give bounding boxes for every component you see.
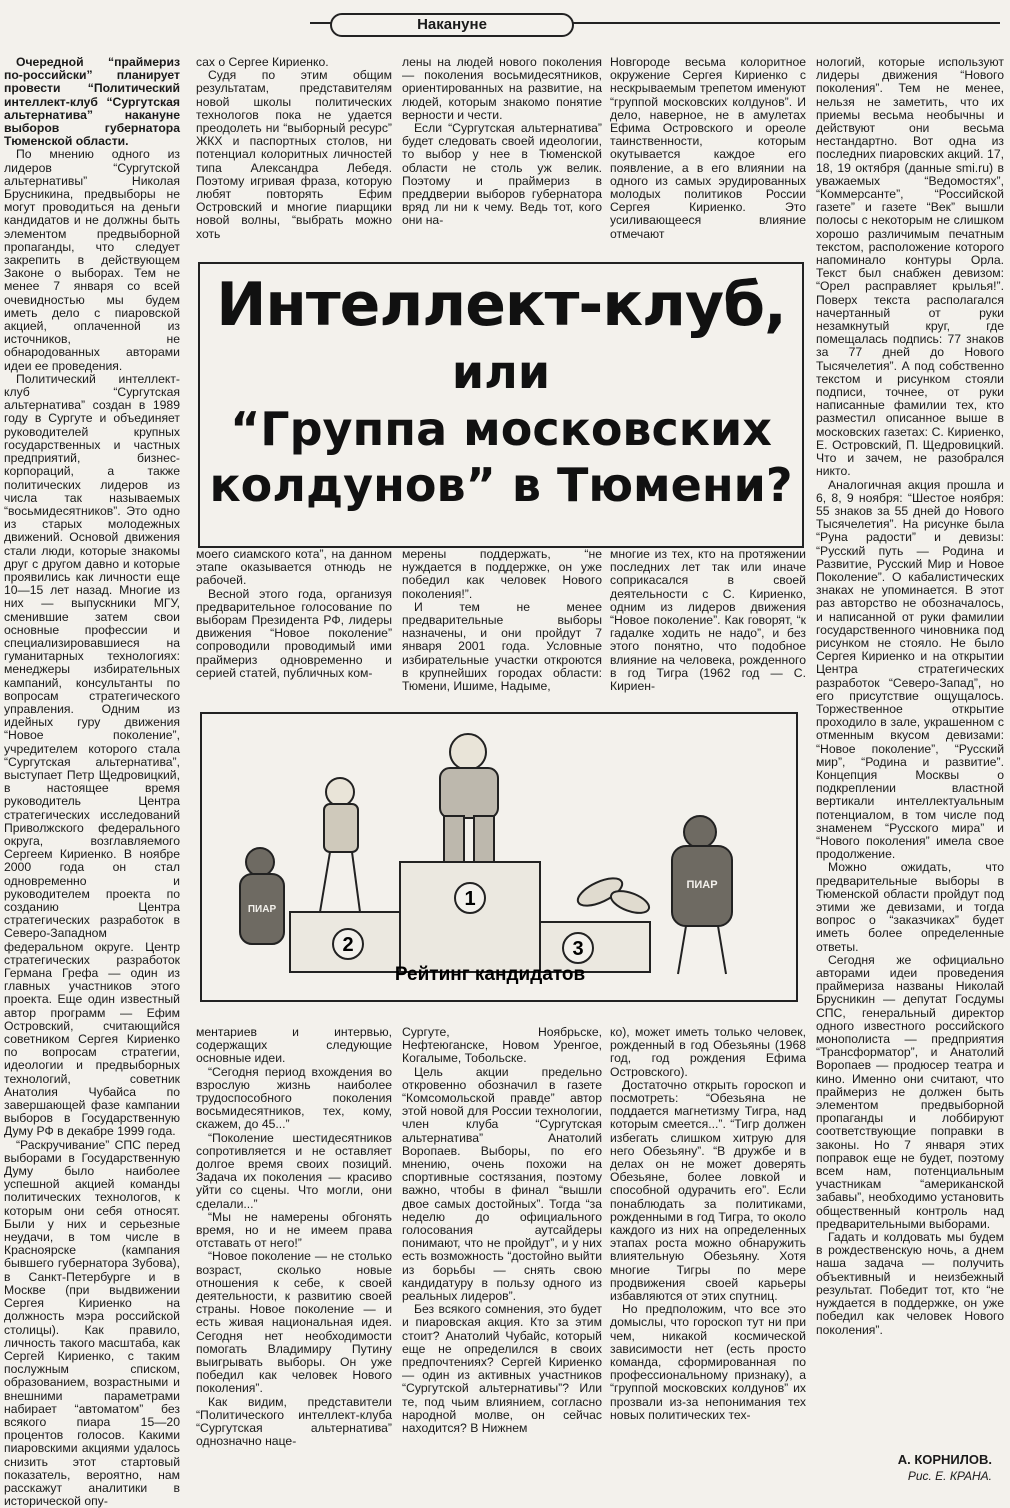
article-column-3-top — [402, 56, 602, 258]
paragraph: Достаточно открыть гороскоп и посмотреть: “Обезьяна не поддается магнетизму Тигра, над которым смеется...”. “Тигр должен избегать слишком хитрую для него Обезьяну”. “В дружбе и в делах он не может доверять Обезьяне, более ловкой и способной одурачить его”. Если понаблюдать за политиками, рожденными в год Тигра, то около каждого из них на определенных этапах роста можно обнаружить влиятельную Обезьяну. Хотя многие Тигры по мере продвижения своей карьеры избавляются от этих спутниц. — [610, 1077, 806, 1304]
paragraph: “Новое поколение — не столько возраст, сколько новые отношения к себе, к своей деятельности, к развитию своей страны. Новое поколение — и есть живая национальная идея. Сегодня нет необходимости помогать Владимиру Путину выигрывать выборы. Он уже победил как человек Нового поколения”. — [196, 1249, 392, 1396]
paragraph: моего сиамского кота”, на данном этапе оказывается отнюдь не рабочей. — [196, 547, 392, 588]
paragraph: Как видим, представители “Политического интеллект-клуба “Сургутская альтернатива” однозначно наце- — [196, 1394, 392, 1449]
author-signature: А. КОРНИЛОВ. — [897, 1452, 992, 1467]
paragraph: многие из тех, кто на протяжении последних лет так или иначе соприкасался в своей деятельности с С. Кириенко, одним из лидеров движения “Новое поколение”. Как говорят, “к гадалке ходить не надо”, и без этого понятно, что подобное влияние на человека, рожденного в год Тигра (1962 год — С. Кириен- — [610, 547, 806, 694]
headline-box — [198, 262, 804, 548]
paragraph: сах о Сергее Кириенко. — [196, 55, 329, 69]
article-column-2-middle — [196, 548, 392, 708]
paragraph: По мнению одного из лидеров “Сургутской альтернативы” Николая Брусникина, предвыборы не могут проводиться на деньги кандидатов и не должны быть элементом предвыборной пропаганды, что следует закрепить в действующем Законе о выборах. Тем не менее 7 января со всей очевидностью мы будем иметь дело с пиаровской акцией, оплаченной из источников, не обнародованных авторами идеи ее проведения. — [4, 147, 180, 373]
rubric-label: Накануне — [330, 13, 574, 37]
headline-line-1: Интеллект-клуб, — [216, 270, 786, 340]
article-column-4-top — [610, 56, 806, 258]
article-column-3-bottom — [402, 1026, 602, 1466]
paragraph: “Поколение шестидесятников сопротивляется и не оставляет долгое время своих позиций. Задача их поколения — красиво уйти со сцены. Что могли, они сделали...” — [196, 1130, 392, 1211]
paragraph: Без всякого сомнения, это будет и пиаровская акция. Кто за этим стоит? Анатолий Чубайс, который еще не определился в своих предпочтениях? Сергей Кириенко — один из активных участников “Сургутской альтернативы”? Или те, под чьим влиянием, согласно народной молве, он сейчас находится? В Нижнем — [402, 1302, 602, 1436]
cartoon-caption: Рейтинг кандидатов — [394, 964, 586, 985]
paragraph: “Мы не намерены обгонять время, но и не имеем права отставать от него!” — [196, 1209, 392, 1251]
signature-block — [898, 1452, 992, 1484]
article-column-1-top — [4, 55, 180, 1508]
cartoon-illustration — [200, 712, 798, 1002]
paragraph: Очередной “праймериз по-российски” планирует провести “Политический интеллект-клуб “Сургутская альтернатива” накануне выборов губернатора Тюменской области. — [4, 55, 180, 149]
paragraph: ментариев и интервью, содержащих следующие основные идеи. — [196, 1025, 392, 1066]
article-column-4-bottom — [610, 1026, 806, 1466]
paragraph: Судя по этим общим результатам, представителям новой школы политических технологов пока не удается преодолеть ни “выборный ресурс” ЖКХ и паспортных столов, ни потенциал колоритных личностей типа Александра Лебедя. Поэтому игривая фраза, которую любят повторять Ефим Островский и многие пиарщики новой волны, “выбрать можно хоть — [196, 68, 392, 241]
paragraph: Весной этого года, организуя предварительное голосование по выборам Президента РФ, лидеры движения “Новое поколение” сопроводили проводимый ими праймериз одновременно и серией статей, публичных ком- — [196, 586, 392, 680]
paragraph: мерены поддержать, “не нуждается в поддержке, он уже победил как человек Нового поколения!”. — [402, 547, 602, 601]
article-column-3-middle — [402, 548, 602, 708]
paragraph: И тем не менее предварительные выборы назначены, и они пройдут 7 января 2001 года. Условные избирательные участки откроются в крупнейших городах области: Тюмени, Ишиме, Надыме, — [402, 599, 602, 694]
place-1-label: 1 — [464, 888, 476, 910]
paragraph: Можно ожидать, что предварительные выборы в Тюменской области пройдут под этими же девизами, и тогда вопрос о “заказчиках” будет иметь более определенные ответы. — [816, 860, 1004, 954]
piar-tag-right: ПИАР — [686, 879, 718, 891]
piar-tag-left: ПИАР — [247, 904, 277, 915]
article-column-2-top — [196, 56, 392, 258]
paragraph: нологий, которые используют лидеры движения “Нового поколения”. Тем не менее, нельзя не заметить, что их приемы весьма необычны и действуют они весьма нестандартно. Вот одна из последних пиаровских акций. 17, 18, 19 октября (данные smi.ru) в уважаемых “Ведомостях”, “Коммерсанте”, “Российской газете” и газете “Век” вышли полосы с некоторым не слишком хорошо различимым печатным текстом, расположение которого напоминало контуры Орла. Текст был снабжен девизом: “Орел расправляет крылья!”. Поверх текста располагался начертанный от руки незамкнутый круг, где помещалась подпись: 77 знаков за 77 дней до Нового Тысячелетия”. А под собственно текстом и рисунком стояли подписи, точнее, от руки написанные фамилии тех, кто разместил описанное выше в московских газетах: С. Кириенко, Е. Островский, П. Щедровицкий. Что и зачем, не разобрался никто. — [816, 55, 1004, 479]
headline-line-4: колдунов” в Тюмени? — [209, 458, 793, 512]
artist-credit: Рис. Е. КРАНА. — [907, 1469, 992, 1483]
paragraph: Если “Сургутская альтернатива” будет следовать своей идеологии, то выбор у нее в Тюменской области не столь уж велик. Поэтому и праймериз в преддверии выборов губернатора вряд ли ни к чему. Ведь тот, кого они на- — [402, 121, 602, 228]
paragraph: “Сегодня период вхождения во взрослую жизнь наиболее трудоспособного поколения восьмидесятников, тех, кому, скажем, до 45...” — [196, 1064, 392, 1132]
paragraph: ко), может иметь только человек, рожденный в год Обезьяны (1968 год, год рождения Ефима Островского). — [610, 1025, 806, 1079]
rubric-bar — [310, 12, 1000, 34]
paragraph: лены на людей нового поколения — поколения восьмидесятников, ориентированных на развитие, на людей, которым знакомо понятие верности и чести. — [402, 55, 602, 122]
paragraph: Новгороде весьма колоритное окружение Сергея Кириенко с нескрываемым трепетом именуют “группой московских колдунов”. И дело, наверное, не в амулетах Ефима Островского и ореоле таинственности, которым окутывается каждое его появление, а в его влиянии на одного из самых эрудированных молодых политиков России Сергея Кириенко. Это усиливающееся влияние отмечают — [610, 55, 806, 241]
paragraph: “Раскручивание” СПС перед выборами в Государственную Думу было наиболее успешной акцией команды политических технологов, к которым они себя относят. Были у них и серьезные неудачи, в том числе в Красноярске (кампания бывшего губернатора Зубова), в Санкт-Петербурге и в Москве (при выдвижении Сергея Кириенко на должность мэра российской столицы). Как правило, личность такого масштаба, как Сергей Кириенко, с таким послужным списком, образованием, возрастными и внешними параметрами набирает “автоматом” без всякого пиара 15—20 процентов голосов. Какими пиаровскими акциями удалось снизить этот стартовый показатель, вероятно, нам расскажут аналитики в исторической опу- — [4, 1137, 180, 1508]
paragraph: Аналогичная акция прошла и 6, 8, 9 ноября: “Шестое ноября: 55 знаков за 55 дней до Нового Тысячелетия”. На рисунке была “Руна радости” и девизы: “Русский путь — Родина и Развитие, Русский Мир и Новое Поколение”. О кабалистических знаках не упоминается. В этот раз авторство не обозначалось, и написанной от руки фамилии государственного чиновника под рисунком не стояло. Не было Сергея Кириенко и на открытии Центра стратегических разработок “Северо-Запад”, но его присутствие ощущалось. Торжественное открытие проходило в зале, украшенном с отменным вкусом девизами: “Новое поколение”, “Русский мир”, “Родина и развитие”. Концепция Москвы о подкреплении властной вертикали интеллектуальным потенциалом, в том числе под знаменем “Русского мира” и “Нового поколения” имела свое продолжение. — [816, 477, 1004, 862]
paragraph: Но предположим, что все это домыслы, что гороскоп тут ни при чем, никакой космической зависимости нет (есть просто команда, сформированная по профессиональному признаку), а “группой московских колдунов” их прозвали из-за непонимания тех новых политических тех- — [610, 1302, 806, 1422]
paragraph: Политический интеллект-клуб “Сургутская альтернатива” создан в 1989 году в Сургуте и объединяет руководителей крупных государственных и частных предприятий, бизнес-корпораций, а также политических лидеров из числа так называемых “восьмидесятников”. Это одно из старых молодежных движений. Основой движения стали люди, которые знакомы друг с другом давно и которые проявились как личности еще 10—15 лет назад. Многие из них — выпускники МГУ, сменившие затем свои основные профессии и специализировавшиеся на гуманитарных технологиях: менеджеры избирательных кампаний, консультанты по вопросам стратегического управления. Одним из идейных гуру движения “Новое поколение”, учредителем которого стала “Сургутская альтернатива”, выступает Петр Щедровицкий, в настоящее время руководитель Центра стратегических исследований Приволжского федерального округа, возглавляемого Сергеем Кириенко. В ноябре 2000 года он стал одновременно и руководителем проекта по созданию Центра стратегических разработок в Северо-Западном федеральном округе. Центр стратегических разработок Германа Грефа — один из главных участников этого проекта. Еще один известный автор программ — Ефим Островский, считающийся советником Сергея Кириенко по вопросам стратегии, идеологии и предвыборных технологий, советник Анатолия Чубайса по завершающей фазе кампании выборов в Государственную Думу РФ в декабре 1999 года. — [4, 371, 180, 1139]
paragraph: Гадать и колдовать мы будем в рождественскую ночь, а днем наша задача — получить объективный и неизбежный результат. Победит тот, кто “не нуждается в поддержке, он уже победил как человек Нового поколения”. — [816, 1230, 1004, 1337]
place-3-label: 3 — [572, 938, 584, 960]
headline-line-2: или — [451, 345, 551, 399]
article-column-2-bottom — [196, 1026, 392, 1466]
article-column-4-middle — [610, 548, 806, 708]
headline-line-3: “Группа московских — [230, 402, 772, 456]
paragraph: Сегодня же официально авторами идеи проведения праймериза названы Николай Брусникин — депутат Госдумы СПС, генеральный директор одного известного российского монополиста — предприятия “Трансформатор”, и Анатолий Воропаев — продюсер театра и кино. Именно они считают, что праймериз не должен быть элементом предвыборной пропаганды и лоббируют соответствующие поправки в законы. Но 7 января этих поправок еще не будет, поэтому всем нам, потенциальным участникам “американской забавы”, необходимо установить общественный контроль над предварительными выборами. — [816, 952, 1004, 1231]
paragraph: Цель акции предельно откровенно обозначил в газете “Комсомольской правде” автор этой новой для России технологии, член клуба “Сургутская альтернатива” Анатолий Воропаев. Выборы, по его мнению, очень похожи на спортивные состязания, поэтому важно, чтобы в финал “вышли двое самых достойных”. Тогда “за неделю до официального голосования аутсайдеры понимают, что не пройдут”, и у них есть возможность “достойно выйти из борьбы — снять свою кандидатуру в пользу одного из реальных лидеров”. — [402, 1064, 602, 1304]
paragraph: Сургуте, Ноябрьске, Нефтеюганске, Новом Уренгое, Когалыме, Тобольске. — [402, 1025, 602, 1066]
place-2-label: 2 — [342, 934, 354, 956]
article-column-5 — [816, 56, 1004, 1448]
